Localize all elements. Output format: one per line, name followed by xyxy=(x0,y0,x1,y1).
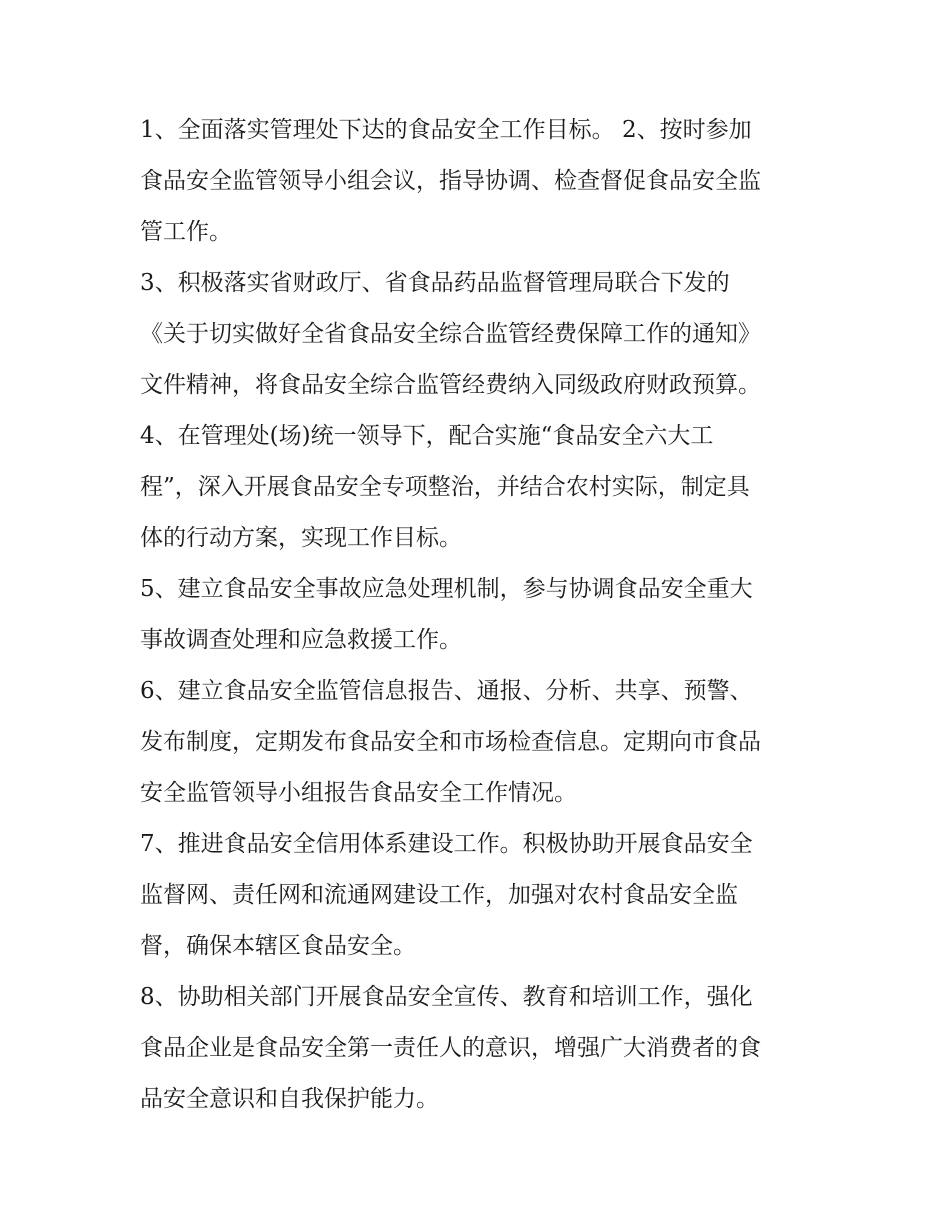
text-line: 程”，深入开展食品安全专项整治，并结合农村实际，制定具 xyxy=(140,474,750,500)
text-line: 5、建立食品安全事故应急处理机制，参与协调食品安全重大 xyxy=(140,576,753,602)
text-line: 事故调查处理和应急救援工作。 xyxy=(140,627,462,653)
document-body xyxy=(140,105,820,1125)
text-line: 文件精神，将食品安全综合监管经费纳入同级政府财政预算。 xyxy=(140,372,761,398)
text-line: 1、全面落实管理处下达的食品安全工作目标。 2、按时参加 xyxy=(140,117,752,143)
text-line: 食品安全监管领导小组会议，指导协调、检查督促食品安全监 xyxy=(140,168,761,194)
text-line: 《关于切实做好全省食品安全综合监管经费保障工作的通知》 xyxy=(140,321,761,347)
text-line: 4、在管理处(场)统一领导下，配合实施“食品安全六大工 xyxy=(140,423,714,449)
text-line: 品安全意识和自我保护能力。 xyxy=(140,1086,439,1112)
text-line: 食品企业是食品安全第一责任人的意识，增强广大消费者的食 xyxy=(140,1035,761,1061)
text-line: 督，确保本辖区食品安全。 xyxy=(140,933,416,959)
text-line: 安全监管领导小组报告食品安全工作情况。 xyxy=(140,780,577,806)
text-line: 8、协助相关部门开展食品安全宣传、教育和培训工作，强化 xyxy=(140,984,753,1010)
text-line: 6、建立食品安全监管信息报告、通报、分析、共享、预警、 xyxy=(140,678,753,704)
text-line: 3、积极落实省财政厅、省食品药品监督管理局联合下发的 xyxy=(140,270,730,296)
text-line: 体的行动方案，实现工作目标。 xyxy=(140,525,462,551)
text-line: 7、推进食品安全信用体系建设工作。积极协助开展食品安全 xyxy=(140,831,753,857)
text-line: 监督网、责任网和流通网建设工作，加强对农村食品安全监 xyxy=(140,882,738,908)
text-line: 管工作。 xyxy=(140,219,232,245)
text-line: 发布制度，定期发布食品安全和市场检查信息。定期向市食品 xyxy=(140,729,761,755)
